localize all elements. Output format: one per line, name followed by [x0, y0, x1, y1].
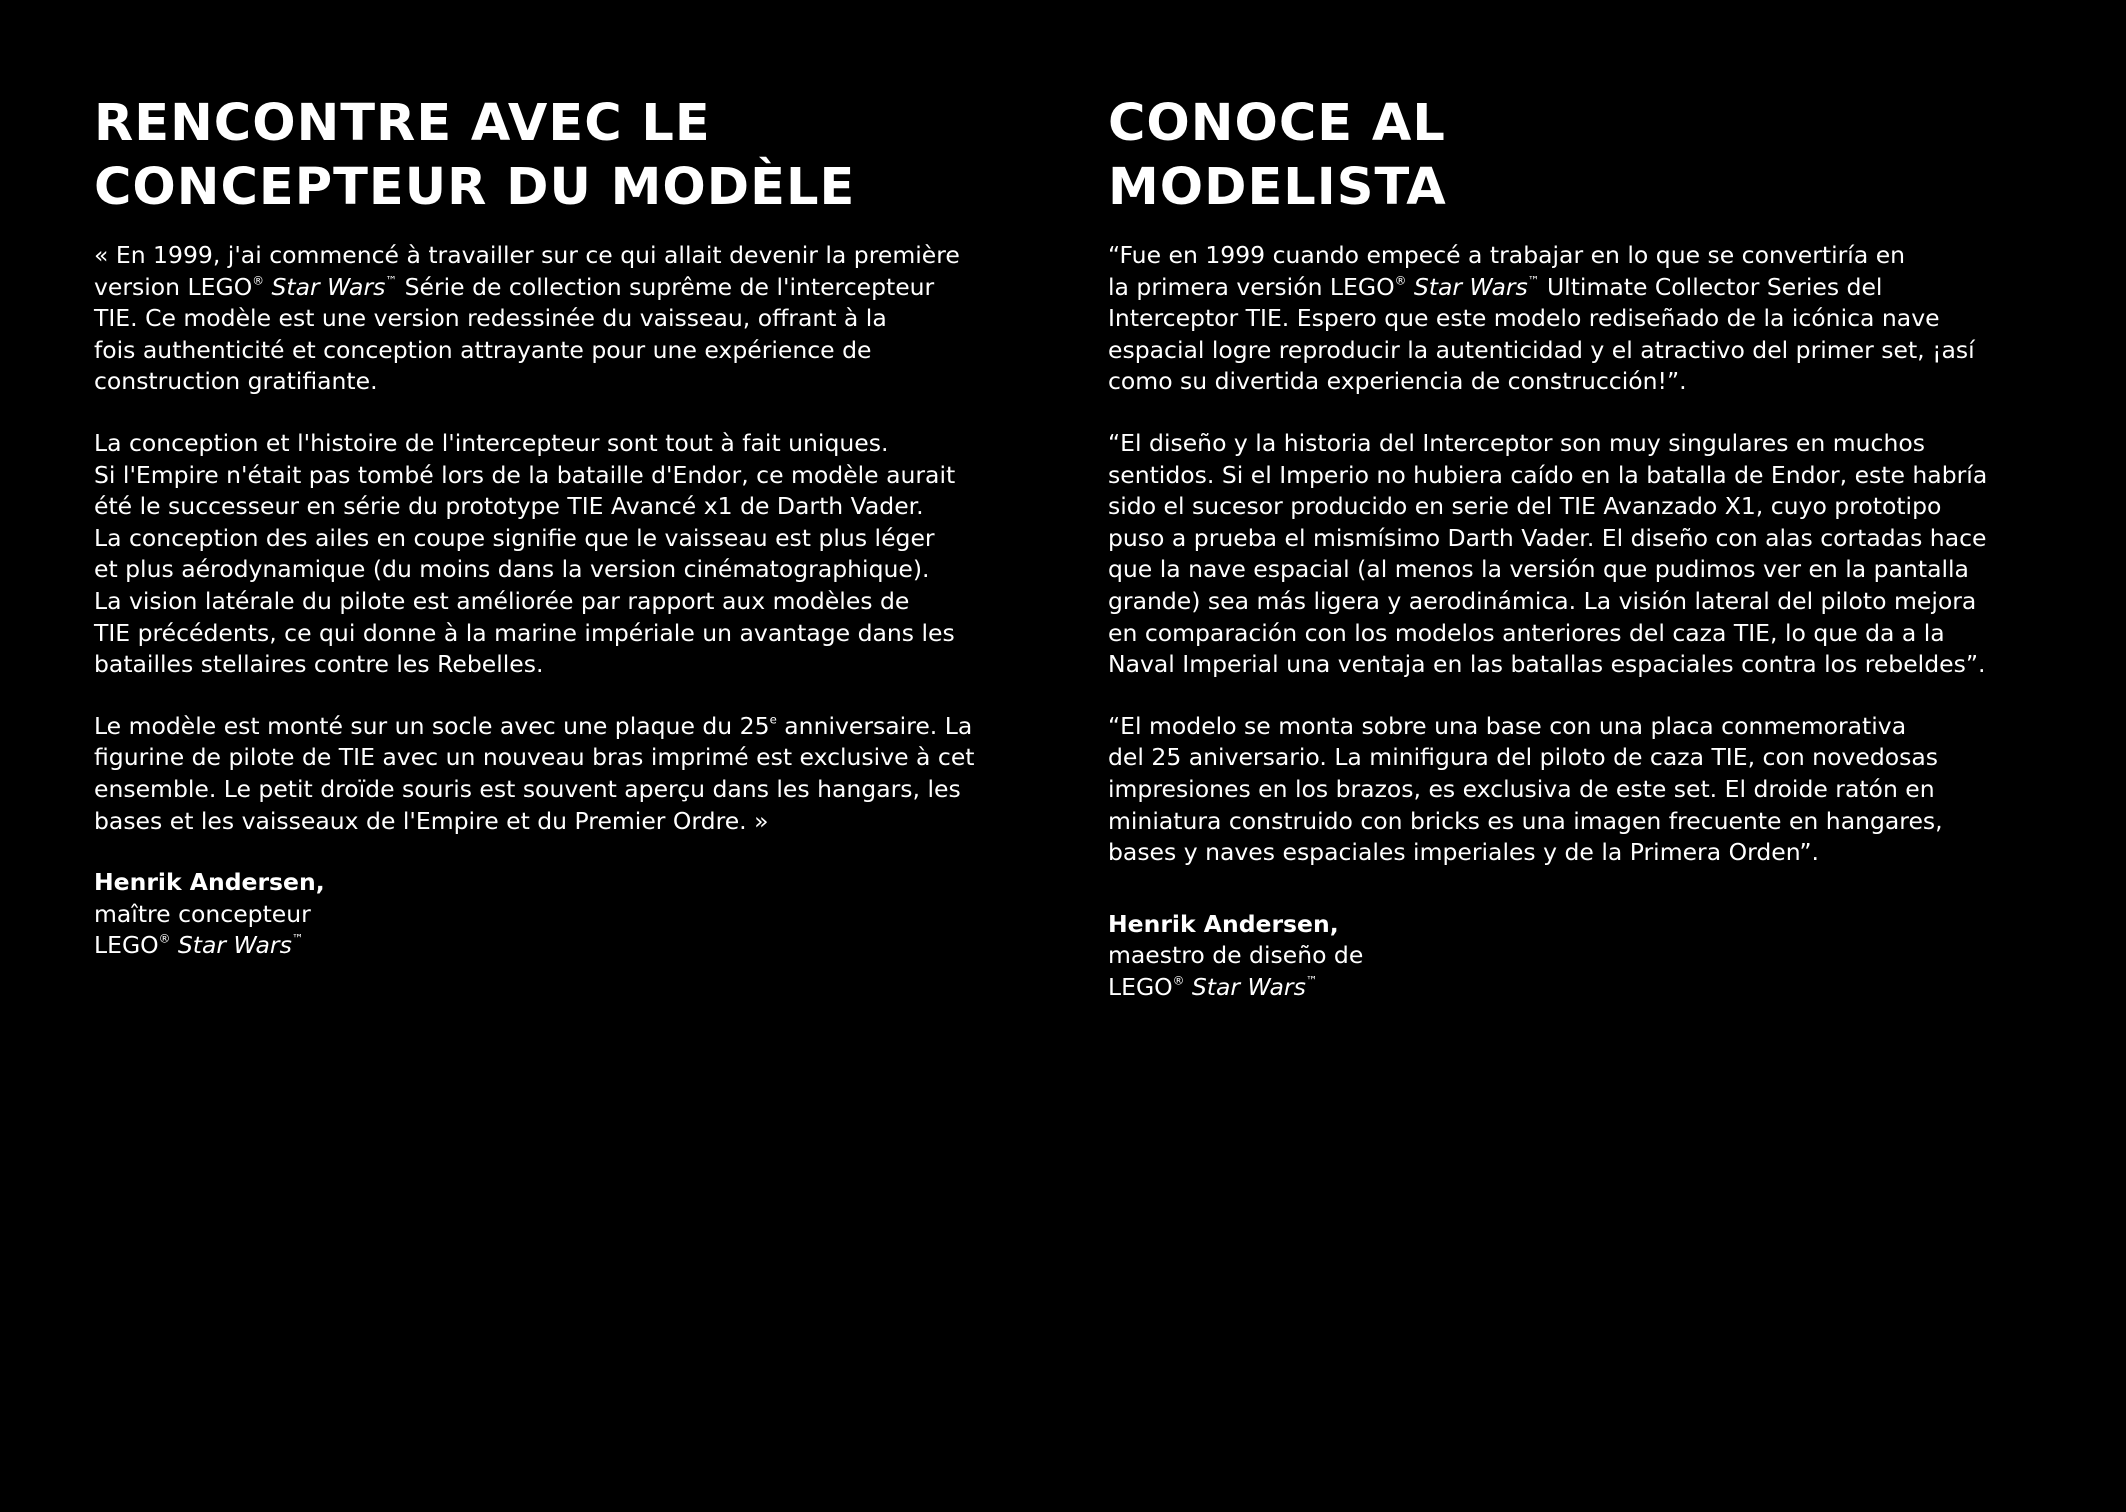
french-paragraph-1 — [94, 240, 1054, 398]
text-line: Le modèle est monté sur un socle avec une plaque du 25e anniversaire. La — [94, 711, 973, 740]
text-line: en comparación con los modelos anteriores del caza TIE, lo que da a la — [1108, 618, 1945, 647]
text-line: espacial logre reproducir la autenticidad y el atractivo del primer set, ¡así — [1108, 335, 1975, 364]
text-line: La vision latérale du pilote est améliorée par rapport aux modèles de — [94, 586, 910, 615]
spanish-paragraph-3 — [1108, 711, 2068, 869]
heading-line: MODELISTA — [1108, 158, 1447, 217]
brand-line: LEGO® Star Wars™ — [1108, 972, 1318, 1001]
french-heading — [94, 92, 1054, 220]
text-line: version LEGO® Star Wars™ Série de collection suprême de l'intercepteur — [94, 272, 935, 301]
text-line: impresiones en los brazos, es exclusiva de este set. El droide ratón en — [1108, 774, 1935, 803]
heading-line: CONOCE AL — [1108, 94, 1446, 153]
french-paragraph-2 — [94, 428, 1054, 681]
french-signature — [94, 867, 1054, 962]
spanish-paragraph-2 — [1108, 428, 2068, 681]
text-line: la primera versión LEGO® Star Wars™ Ultimate Collector Series del — [1108, 272, 1883, 301]
text-line: La conception et l'histoire de l'intercepteur sont tout à fait uniques. — [94, 428, 889, 457]
text-line: TIE. Ce modèle est une version redessinée du vaisseau, offrant à la — [94, 304, 887, 333]
heading-line: CONCEPTEUR DU MODÈLE — [94, 158, 856, 217]
text-line: La conception des ailes en coupe signifie que le vaisseau est plus léger — [94, 523, 935, 552]
spanish-paragraph-1 — [1108, 240, 2068, 398]
text-line: que la nave espacial (al menos la versión que pudimos ver en la pantalla — [1108, 555, 1969, 584]
text-line: grande) sea más ligera y aerodinámica. La visión lateral del piloto mejora — [1108, 586, 1977, 615]
text-line: sido el sucesor producido en serie del TIE Avanzado X1, cuyo prototipo — [1108, 492, 1942, 521]
designer-name: Henrik Andersen, — [94, 868, 325, 897]
text-line: “El modelo se monta sobre una base con una placa conmemorativa — [1108, 711, 1907, 740]
text-line: batailles stellaires contre les Rebelles. — [94, 650, 544, 679]
text-line: sentidos. Si el Imperio no hubiera caído en la batalla de Endor, este habría — [1108, 460, 1988, 489]
text-line: “El diseño y la historia del Interceptor son muy singulares en muchos — [1108, 428, 1925, 457]
spanish-column — [1108, 92, 2068, 1003]
text-line: del 25 aniversario. La minifigura del piloto de caza TIE, con novedosas — [1108, 743, 1939, 772]
text-line: Interceptor TIE. Espero que este modelo rediseñado de la icónica nave — [1108, 304, 1940, 333]
text-line: puso a prueba el mismísimo Darth Vader. El diseño con alas cortadas hace — [1108, 523, 1987, 552]
text-line: « En 1999, j'ai commencé à travailler sur ce qui allait devenir la première — [94, 241, 960, 269]
text-line: été le successeur en série du prototype TIE Avancé x1 de Darth Vader. — [94, 492, 924, 521]
text-line: “Fue en 1999 cuando empecé a trabajar en lo que se convertiría en — [1108, 241, 1906, 269]
text-line: figurine de pilote de TIE avec un nouveau bras imprimé est exclusive à cet — [94, 743, 975, 772]
text-line: Si l'Empire n'était pas tombé lors de la bataille d'Endor, ce modèle aurait — [94, 460, 956, 489]
spanish-heading — [1108, 92, 2068, 220]
text-line: bases y naves espaciales imperiales y de la Primera Orden”. — [1108, 838, 1819, 867]
designer-role: maestro de diseño de — [1108, 941, 1364, 970]
text-line: como su divertida experiencia de construcción!”. — [1108, 367, 1687, 396]
designer-role: maître concepteur — [94, 899, 311, 928]
text-line: construction gratifiante. — [94, 367, 378, 396]
heading-line: RENCONTRE AVEC LE — [94, 94, 711, 153]
french-column — [94, 92, 1054, 962]
text-line: ensemble. Le petit droïde souris est souvent aperçu dans les hangars, les — [94, 774, 961, 803]
french-paragraph-3 — [94, 711, 1054, 837]
brand-line: LEGO® Star Wars™ — [94, 931, 304, 960]
text-line: fois authenticité et conception attrayante pour une expérience de — [94, 335, 872, 364]
text-line: TIE précédents, ce qui donne à la marine impériale un avantage dans les — [94, 618, 955, 647]
text-line: miniatura construido con bricks es una imagen frecuente en hangares, — [1108, 806, 1943, 835]
text-line: bases et les vaisseaux de l'Empire et du Premier Ordre. » — [94, 806, 769, 835]
spanish-signature — [1108, 909, 2068, 1004]
text-line: Naval Imperial una ventaja en las batallas espaciales contra los rebeldes”. — [1108, 650, 1986, 679]
text-line: et plus aérodynamique (du moins dans la version cinématographique). — [94, 555, 930, 584]
designer-name: Henrik Andersen, — [1108, 909, 1339, 938]
